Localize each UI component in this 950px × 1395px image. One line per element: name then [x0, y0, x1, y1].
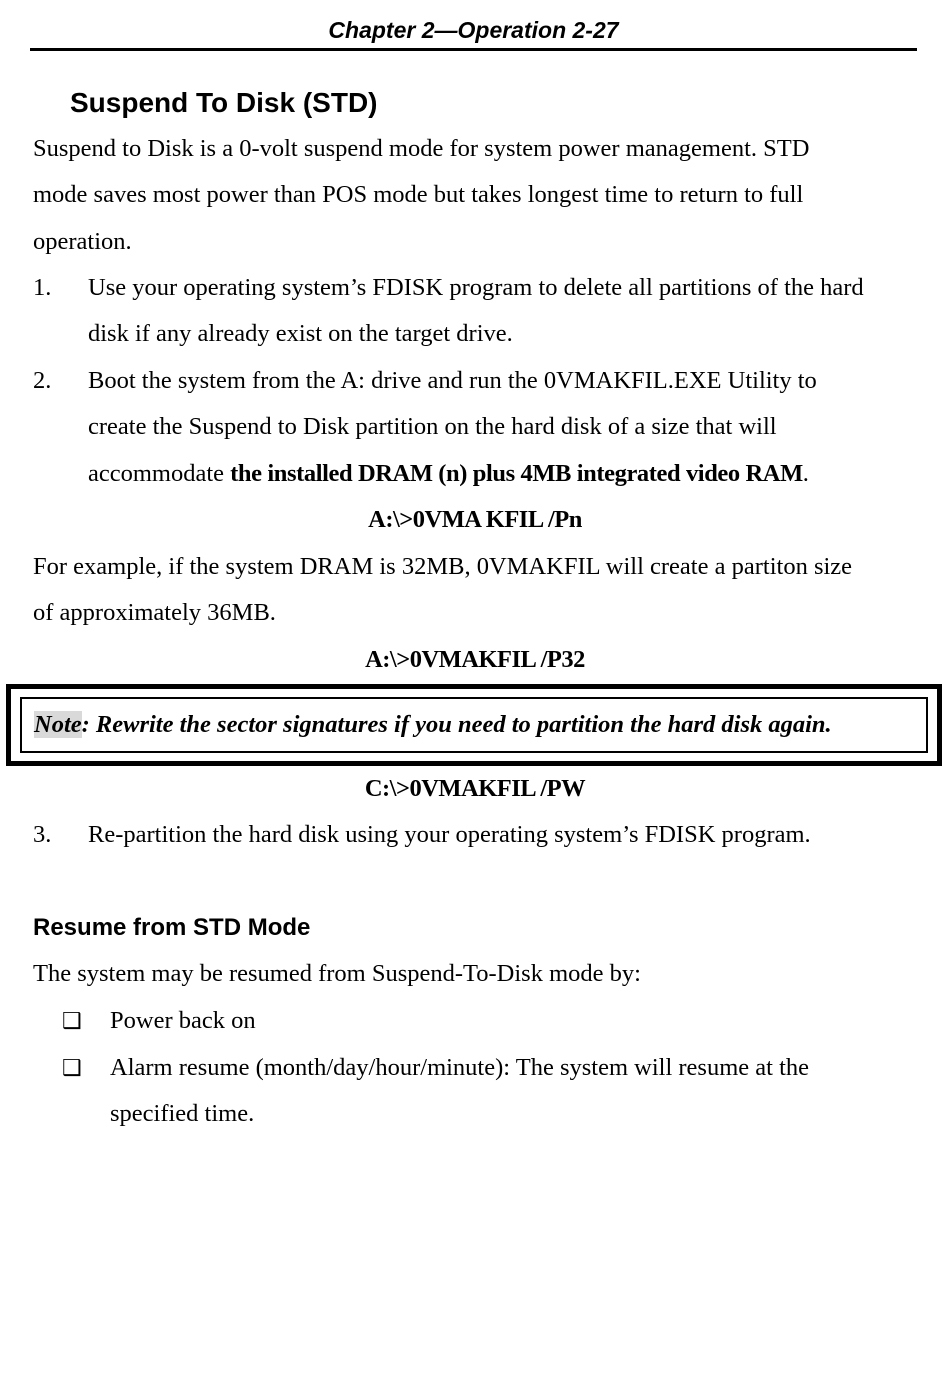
bullet-icon: ❑ [62, 1055, 82, 1080]
command-line: C:\>0VMAKFIL /PW [364, 775, 586, 802]
step-line-emphasis: the installed DRAM (n) plus 4MB integrated video RAM [230, 460, 803, 487]
step-line: create the Suspend to Disk partition on the hard disk of a size that will [88, 413, 777, 440]
intro-line: operation. [33, 228, 132, 255]
section-title: Suspend To Disk (STD) [70, 87, 378, 118]
step-line: Re-partition the hard disk using your operating system’s FDISK program. [88, 821, 811, 848]
running-header: Chapter 2—Operation 2-27 [30, 14, 917, 51]
step-line-suffix: . [802, 460, 809, 487]
step-number: 3. [33, 821, 52, 848]
step-number: 1. [33, 274, 52, 301]
resume-intro: The system may be resumed from Suspend-To-Disk mode by: [33, 960, 641, 987]
step-line: Use your operating system’s FDISK program to delete all partitions of the hard [88, 274, 864, 301]
step-line: Boot the system from the A: drive and run the 0VMAKFIL.EXE Utility to [88, 367, 817, 394]
bullet-item: Alarm resume (month/day/hour/minute): The system will resume at the [110, 1054, 810, 1081]
note-label: Note [34, 711, 82, 738]
bullet-item: Power back on [110, 1007, 256, 1034]
intro-line: Suspend to Disk is a 0-volt suspend mode for system power management. STD [33, 135, 810, 162]
note-body: : Rewrite the sector signatures if you need to partition the hard disk again. [81, 711, 832, 738]
note-box [6, 684, 942, 766]
bullet-icon: ❑ [62, 1008, 82, 1033]
command-line: A:\>0VMAKFIL /P32 [365, 646, 585, 673]
command-line: A:\>0VMA KFIL /Pn [368, 506, 582, 533]
note-text [34, 707, 832, 743]
example-line: For example, if the system DRAM is 32MB, 0VMAKFIL will create a partiton size [33, 553, 853, 580]
subsection-title: Resume from STD Mode [33, 914, 311, 941]
intro-line: mode saves most power than POS mode but takes longest time to return to full [33, 181, 804, 208]
bullet-item-continued: specified time. [110, 1100, 255, 1127]
step-line-prefix: accommodate [88, 460, 231, 487]
step-line: disk if any already exist on the target drive. [88, 320, 513, 347]
step-number: 2. [33, 367, 52, 394]
example-line: of approximately 36MB. [33, 599, 276, 626]
step-line-last [88, 456, 809, 492]
